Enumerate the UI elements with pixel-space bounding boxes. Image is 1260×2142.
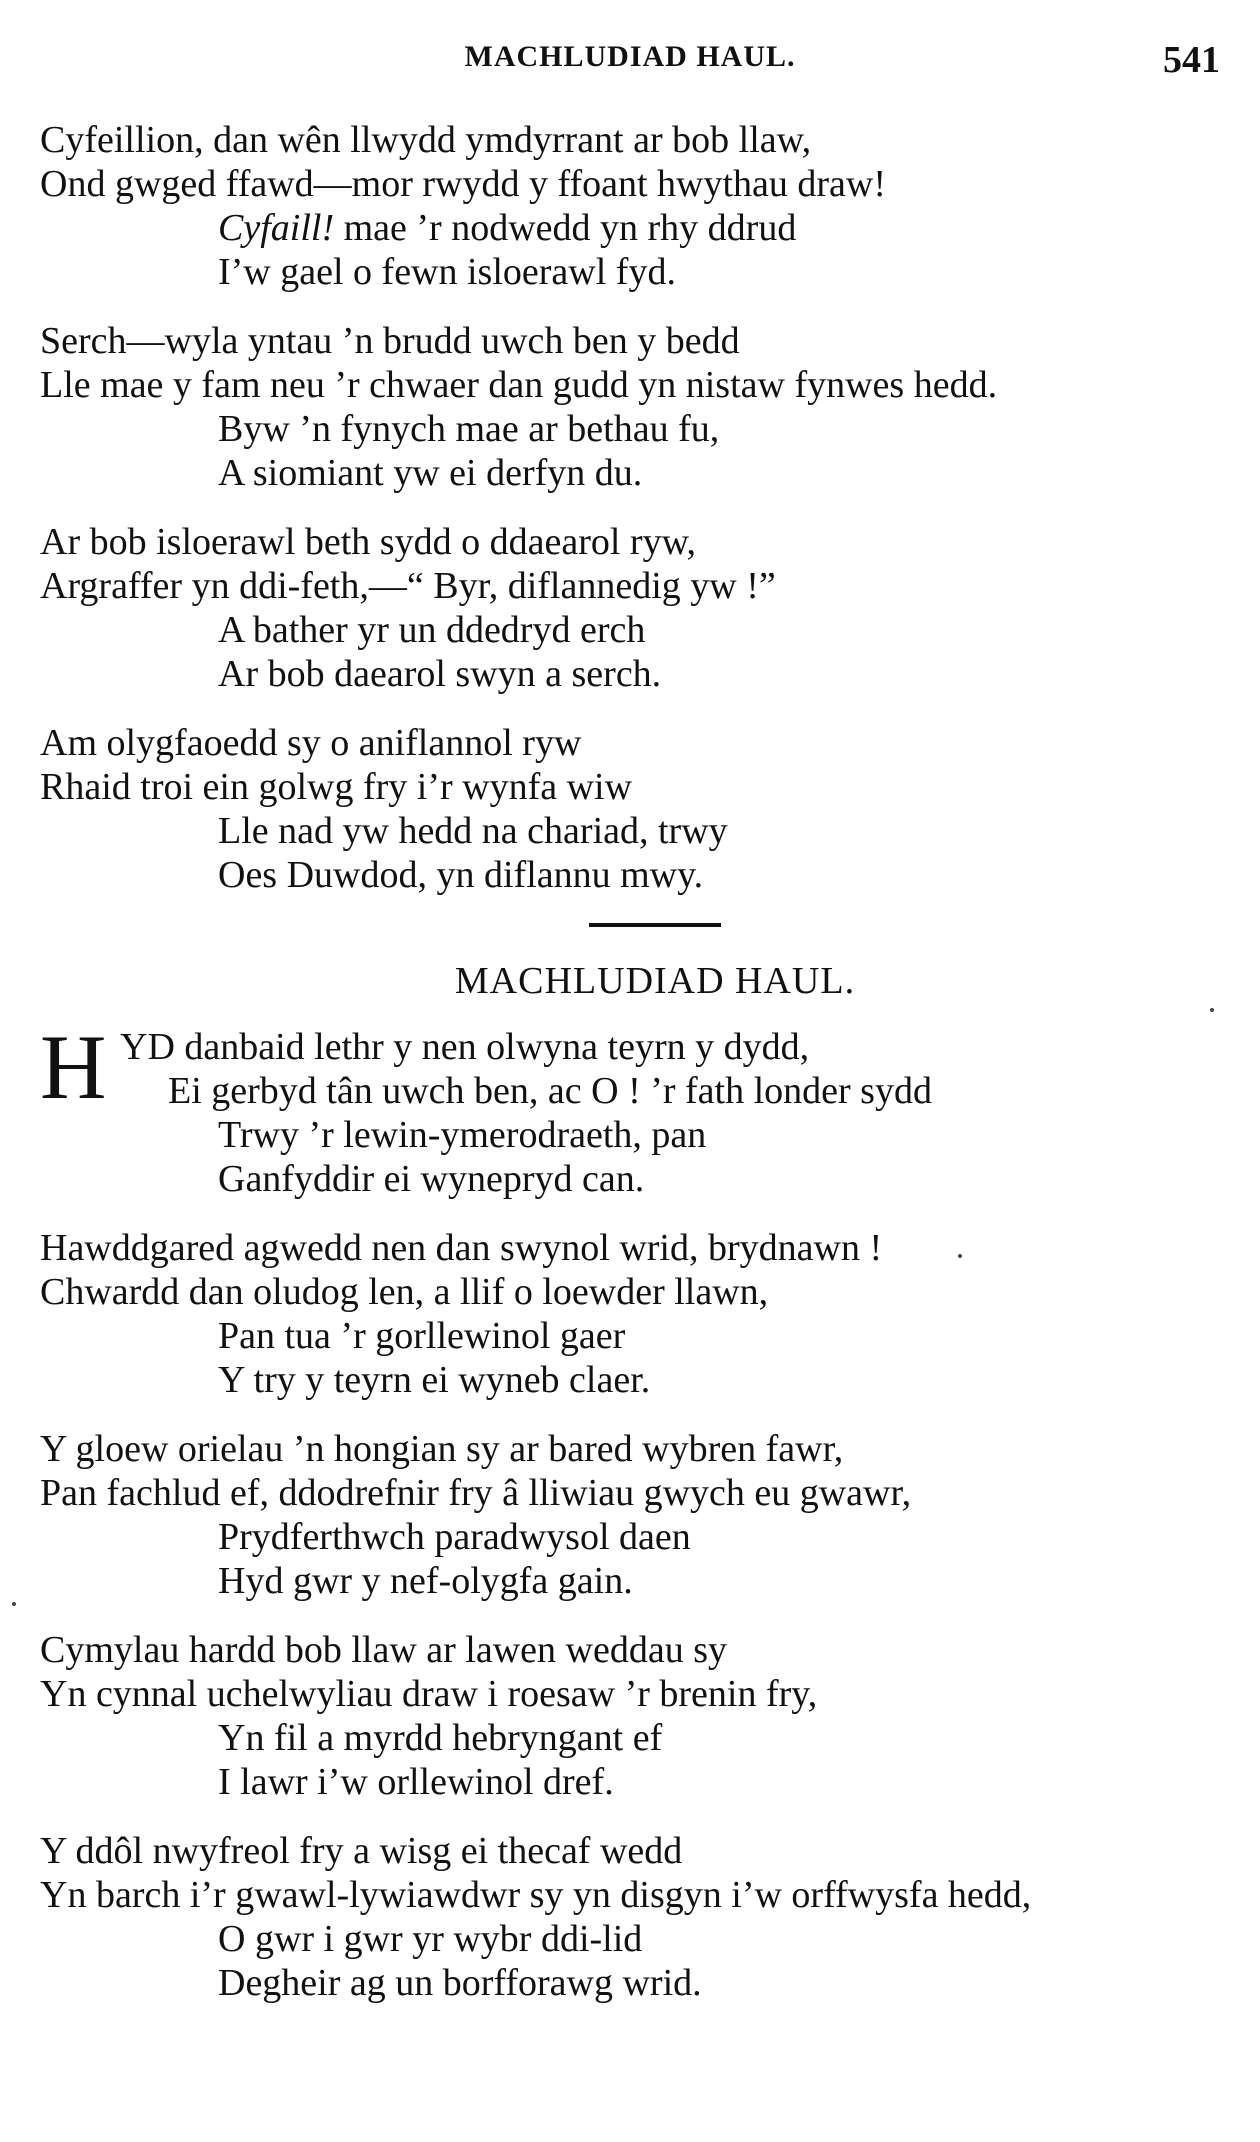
- verse-line: Y try y teyrn ei wyneb claer.: [218, 1359, 651, 1401]
- italic-word: Cyfaill!: [218, 207, 335, 249]
- stanza: [40, 1226, 1230, 1402]
- verse-line: Am olygfaoedd sy o aniflannol ryw: [40, 722, 582, 764]
- verse-line: Hyd gwr y nef-olygfa gain.: [218, 1560, 633, 1602]
- verse-line: O gwr i gwr yr wybr ddi-lid: [218, 1918, 643, 1960]
- verse-line: Chwardd dan oludog len, a llif o loewder llawn,: [40, 1271, 769, 1313]
- print-speck: [1210, 1008, 1214, 1012]
- stanza: [40, 118, 1230, 294]
- verse-line: Yn cynnal uchelwyliau draw i roesaw ’r brenin fry,: [40, 1673, 818, 1715]
- page-body: [40, 118, 1230, 2030]
- stanza: [40, 1829, 1230, 2005]
- stanza: [40, 319, 1230, 495]
- verse-line: Ganfyddir ei wynepryd can.: [218, 1158, 645, 1200]
- section-divider: [589, 923, 721, 927]
- page-header: [40, 38, 1220, 81]
- stanza: [40, 520, 1230, 696]
- verse-line: A siomiant yw ei derfyn du.: [218, 452, 643, 494]
- verse-line: Y ddôl nwyfreol fry a wisg ei thecaf wedd: [40, 1830, 683, 1872]
- verse-line: Ond gwged ffawd—mor rwydd y ffoant hwythau draw!: [40, 163, 887, 205]
- verse-line: Pan tua ’r gorllewinol gaer: [218, 1315, 626, 1357]
- verse-line: Y gloew orielau ’n hongian sy ar bared wybren fawr,: [40, 1428, 844, 1470]
- verse-line: Byw ’n fynych mae ar bethau fu,: [218, 408, 720, 450]
- verse-line: Ar bob isloerawl beth sydd o ddaearol ryw,: [40, 521, 697, 563]
- verse-line: Degheir ag un borfforawg wrid.: [218, 1962, 702, 2004]
- verse-line: Pan fachlud ef, ddodrefnir fry â lliwiau gwych eu gwawr,: [40, 1472, 912, 1514]
- verse-line: Serch—wyla yntau ’n brudd uwch ben y bedd: [40, 320, 740, 362]
- verse-line-rest: mae ’r nodwedd yn rhy ddrud: [334, 207, 797, 249]
- verse-line: Cyfeillion, dan wên llwydd ymdyrrant ar bob llaw,: [40, 119, 812, 161]
- verse-line: YD danbaid lethr y nen olwyna teyrn y dydd,: [120, 1026, 810, 1068]
- verse-line: Hawddgared agwedd nen dan swynol wrid, brydnawn !: [40, 1227, 883, 1269]
- stanza: [40, 1427, 1230, 1603]
- running-head: MACHLUDIAD HAUL.: [464, 40, 796, 73]
- verse-line: Ar bob daearol swyn a serch.: [218, 653, 662, 695]
- stanza: [40, 1016, 1230, 1201]
- verse-line: Lle mae y fam neu ’r chwaer dan gudd yn nistaw fynwes hedd.: [40, 364, 998, 406]
- verse-line: I lawr i’w orllewinol dref.: [218, 1761, 614, 1803]
- verse-line: Ei gerbyd tân uwch ben, ac O ! ’r fath londer sydd: [168, 1070, 932, 1112]
- verse-line: Argraffer yn ddi-feth,—“ Byr, diflannedig yw !”: [40, 565, 776, 607]
- page-number: 541: [1163, 39, 1220, 81]
- verse-line: Oes Duwdod, yn diflannu mwy.: [218, 854, 704, 896]
- verse-line: Cymylau hardd bob llaw ar lawen weddau sy: [40, 1629, 727, 1671]
- verse-line: Yn barch i’r gwawl-lywiawdwr sy yn disgyn i’w orffwysfa hedd,: [40, 1874, 1032, 1916]
- poem-title: MACHLUDIAD HAUL.: [454, 960, 856, 1002]
- stanza: [40, 721, 1230, 897]
- print-speck: [958, 1254, 962, 1258]
- drop-cap: H: [40, 1016, 107, 1118]
- stanza: [40, 1628, 1230, 1804]
- verse-line: Rhaid troi ein golwg fry i’r wynfa wiw: [40, 766, 633, 808]
- verse-line: Trwy ’r lewin-ymerodraeth, pan: [218, 1114, 707, 1156]
- verse-line: A bather yr un ddedryd erch: [218, 609, 646, 651]
- verse-line: [40, 206, 1230, 250]
- verse-line: Prydferthwch paradwysol daen: [218, 1516, 691, 1558]
- print-speck: [12, 1602, 16, 1606]
- verse-line: Lle nad yw hedd na chariad, trwy: [218, 810, 728, 852]
- verse-line: Yn fil a myrdd hebryngant ef: [218, 1717, 663, 1759]
- verse-line: I’w gael o fewn isloerawl fyd.: [218, 251, 676, 293]
